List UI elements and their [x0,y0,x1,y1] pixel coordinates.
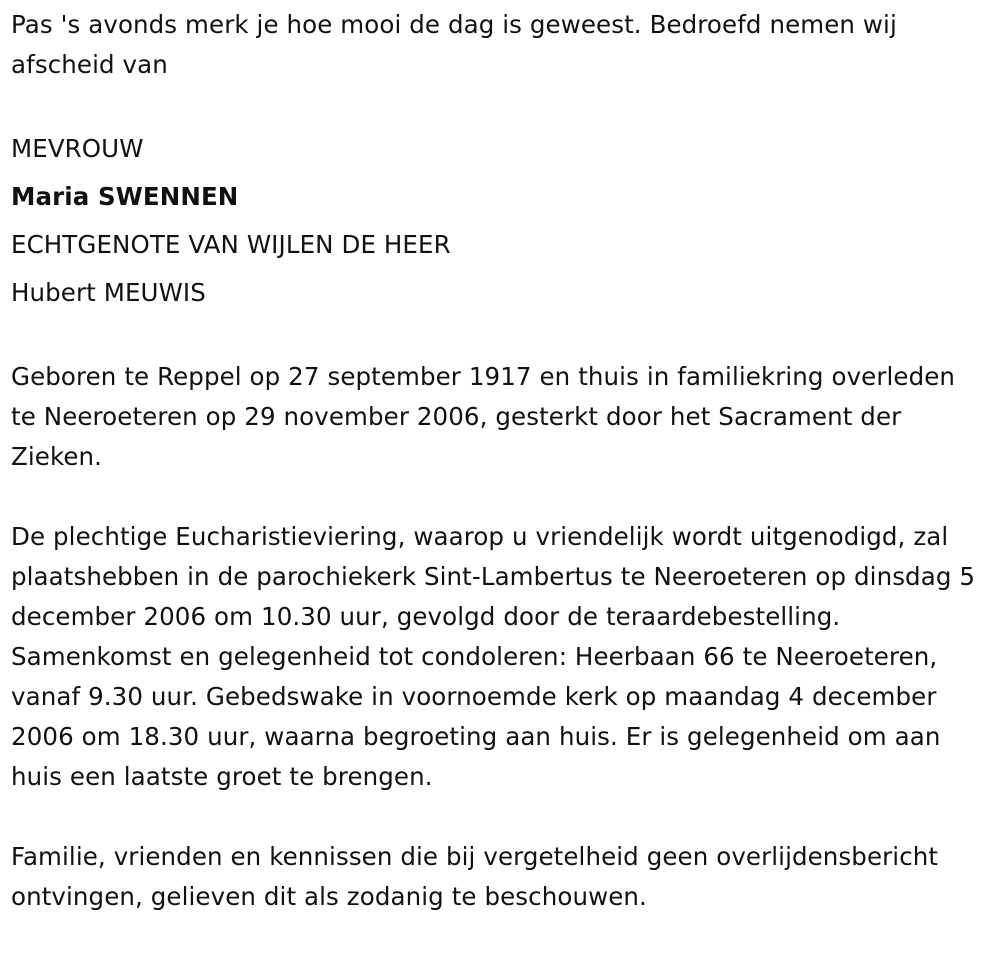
deceased-block [11,125,986,317]
paragraph-spacer [11,477,986,517]
paragraph-spacer [11,317,986,357]
deceased-name: Maria SWENNEN [11,182,239,211]
paragraph-spacer [11,85,986,125]
deceased-title: MEVROUW [11,134,144,163]
birth-death-paragraph: Geboren te Reppel op 27 september 1917 en thuis in familiekring overleden te Neeroeteren op 29 november 2006, gesterkt door het Sacrament der Zieken. [11,362,956,471]
deceased-relation: ECHTGENOTE VAN WIJLEN DE HEER [11,230,451,259]
spouse-name: Hubert MEUWIS [11,278,206,307]
closing-paragraph: Familie, vrienden en kennissen die bij vergetelheid geen overlijdensbericht ontvingen, gelieven dit als zodanig te beschouwen. [11,842,939,911]
ceremony-paragraph: De plechtige Eucharistieviering, waarop u vriendelijk wordt uitgenodigd, zal plaatshebben in de parochiekerk Sint-Lambertus te Neeroeteren op dinsdag 5 december 2006 om 10.30 uur, gevolgd door de teraardebestelling. Samenkomst en gelegenheid tot condoleren: Heerbaan 66 te Neeroeteren, vanaf 9.30 uur. Gebedswake in voornoemde kerk op maandag 4 december 2006 om 18.30 uur, waarna begroeting aan huis. Er is gelegenheid om aan huis een laatste groet te brengen. [11,522,976,791]
intro-paragraph: Pas 's avonds merk je hoe mooi de dag is geweest. Bedroefd nemen wij afscheid van [11,10,897,79]
obituary-document [11,5,986,917]
paragraph-spacer [11,797,986,837]
